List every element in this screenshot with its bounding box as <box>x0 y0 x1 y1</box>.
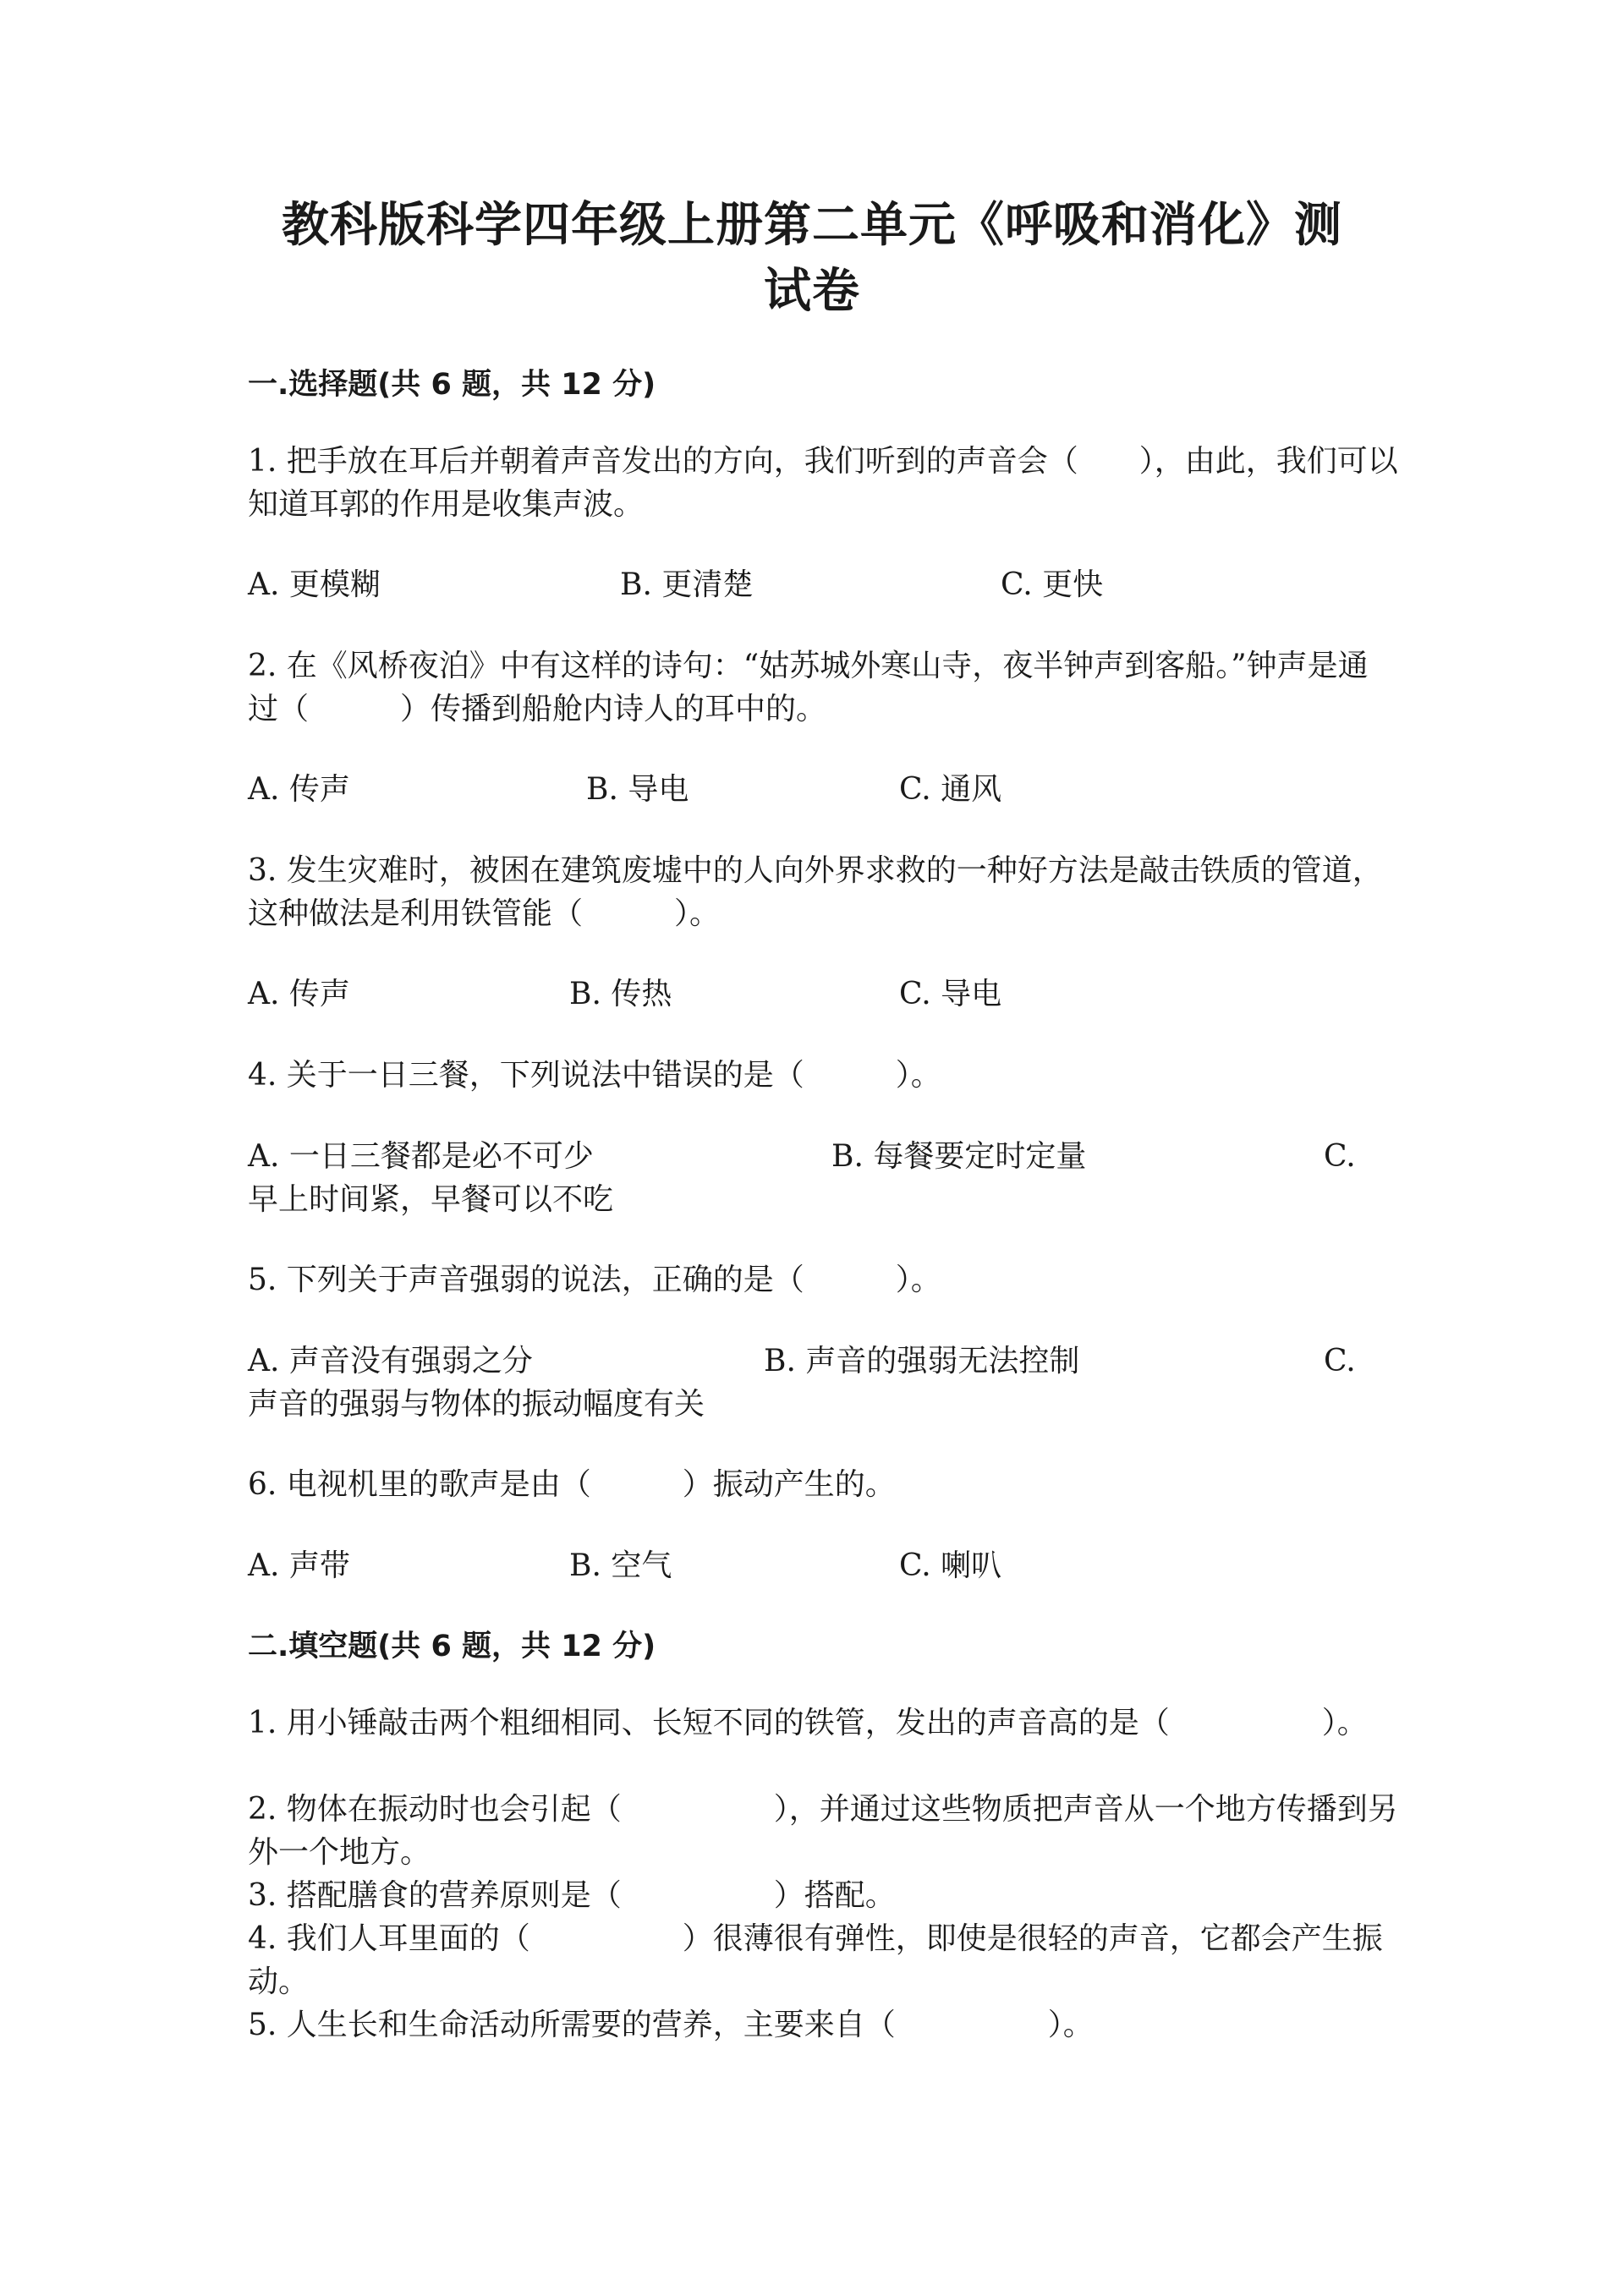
question-1-option-b: B. 更清楚 <box>620 567 754 602</box>
fill-item-2: 2. 物体在振动时也会引起（ ），并通过这些物质把声音从一个地方传播到另外一个地方。 <box>248 1792 1398 1870</box>
question-3-option-b: B. 传热 <box>569 977 672 1011</box>
question-2-option-a: A. 传声 <box>248 772 350 807</box>
question-4: 4. 关于一日三餐，下列说法中错误的是（ ）。 <box>248 1058 941 1093</box>
question-6-option-a: A. 声带 <box>248 1548 350 1583</box>
question-4-option-c-label: C. <box>1324 1139 1356 1174</box>
question-4-option-c: 早上时间紧，早餐可以不吃 <box>248 1182 614 1217</box>
fill-item-3: 3. 搭配膳食的营养原则是（ ）搭配。 <box>248 1878 896 1913</box>
title-line-1: 教科版科学四年级上册第二单元《呼吸和消化》测 <box>282 198 1342 253</box>
page-title <box>245 193 1379 325</box>
section-heading-choice: 一.选择题(共 6 题，共 12 分) <box>248 368 656 402</box>
question-2: 2. 在《风桥夜泊》中有这样的诗句：“姑苏城外寒山寺，夜半钟声到客船。”钟声是通过（ ）传播到船舱内诗人的耳中的。 <box>248 649 1369 726</box>
question-4-option-a: A. 一日三餐都是必不可少 <box>248 1139 594 1174</box>
question-2-option-c: C. 通风 <box>899 772 1002 807</box>
question-6: 6. 电视机里的歌声是由（ ）振动产生的。 <box>248 1467 896 1502</box>
question-5-option-c-label: C. <box>1324 1344 1356 1378</box>
question-3-option-c: C. 导电 <box>899 977 1002 1011</box>
question-1-option-c: C. 更快 <box>1001 567 1104 602</box>
question-6-option-b: B. 空气 <box>569 1548 672 1583</box>
question-5-option-c: 声音的强弱与物体的振动幅度有关 <box>248 1387 705 1422</box>
question-1: 1. 把手放在耳后并朝着声音发出的方向，我们听到的声音会（ ），由此，我们可以知道耳郭的作用是收集声波。 <box>248 444 1398 522</box>
question-4-option-b: B. 每餐要定时定量 <box>831 1139 1087 1174</box>
question-5-option-b: B. 声音的强弱无法控制 <box>764 1344 1080 1378</box>
question-5-option-a: A. 声音没有强弱之分 <box>248 1344 533 1378</box>
fill-item-4: 4. 我们人耳里面的（ ）很薄很有弹性，即使是很轻的声音，它都会产生振动。 <box>248 1921 1383 1999</box>
question-5: 5. 下列关于声音强弱的说法，正确的是（ ）。 <box>248 1263 941 1297</box>
question-3-option-a: A. 传声 <box>248 977 350 1011</box>
question-2-option-b: B. 导电 <box>586 772 689 807</box>
section-heading-fill: 二.填空题(共 6 题，共 12 分) <box>248 1630 656 1663</box>
question-1-option-a: A. 更模糊 <box>248 567 381 602</box>
question-6-option-c: C. 喇叭 <box>899 1548 1002 1583</box>
question-3: 3. 发生灾难时，被困在建筑废墟中的人向外界求救的一种好方法是敲击铁质的管道，这种做法是利用铁管能（ ）。 <box>248 853 1383 931</box>
fill-item-1: 1. 用小锤敲击两个粗细相同、长短不同的铁管，发出的声音高的是（ ）。 <box>248 1706 1368 1740</box>
title-line-2: 试卷 <box>764 264 860 319</box>
fill-item-5: 5. 人生长和生命活动所需要的营养，主要来自（ ）。 <box>248 2008 1094 2042</box>
